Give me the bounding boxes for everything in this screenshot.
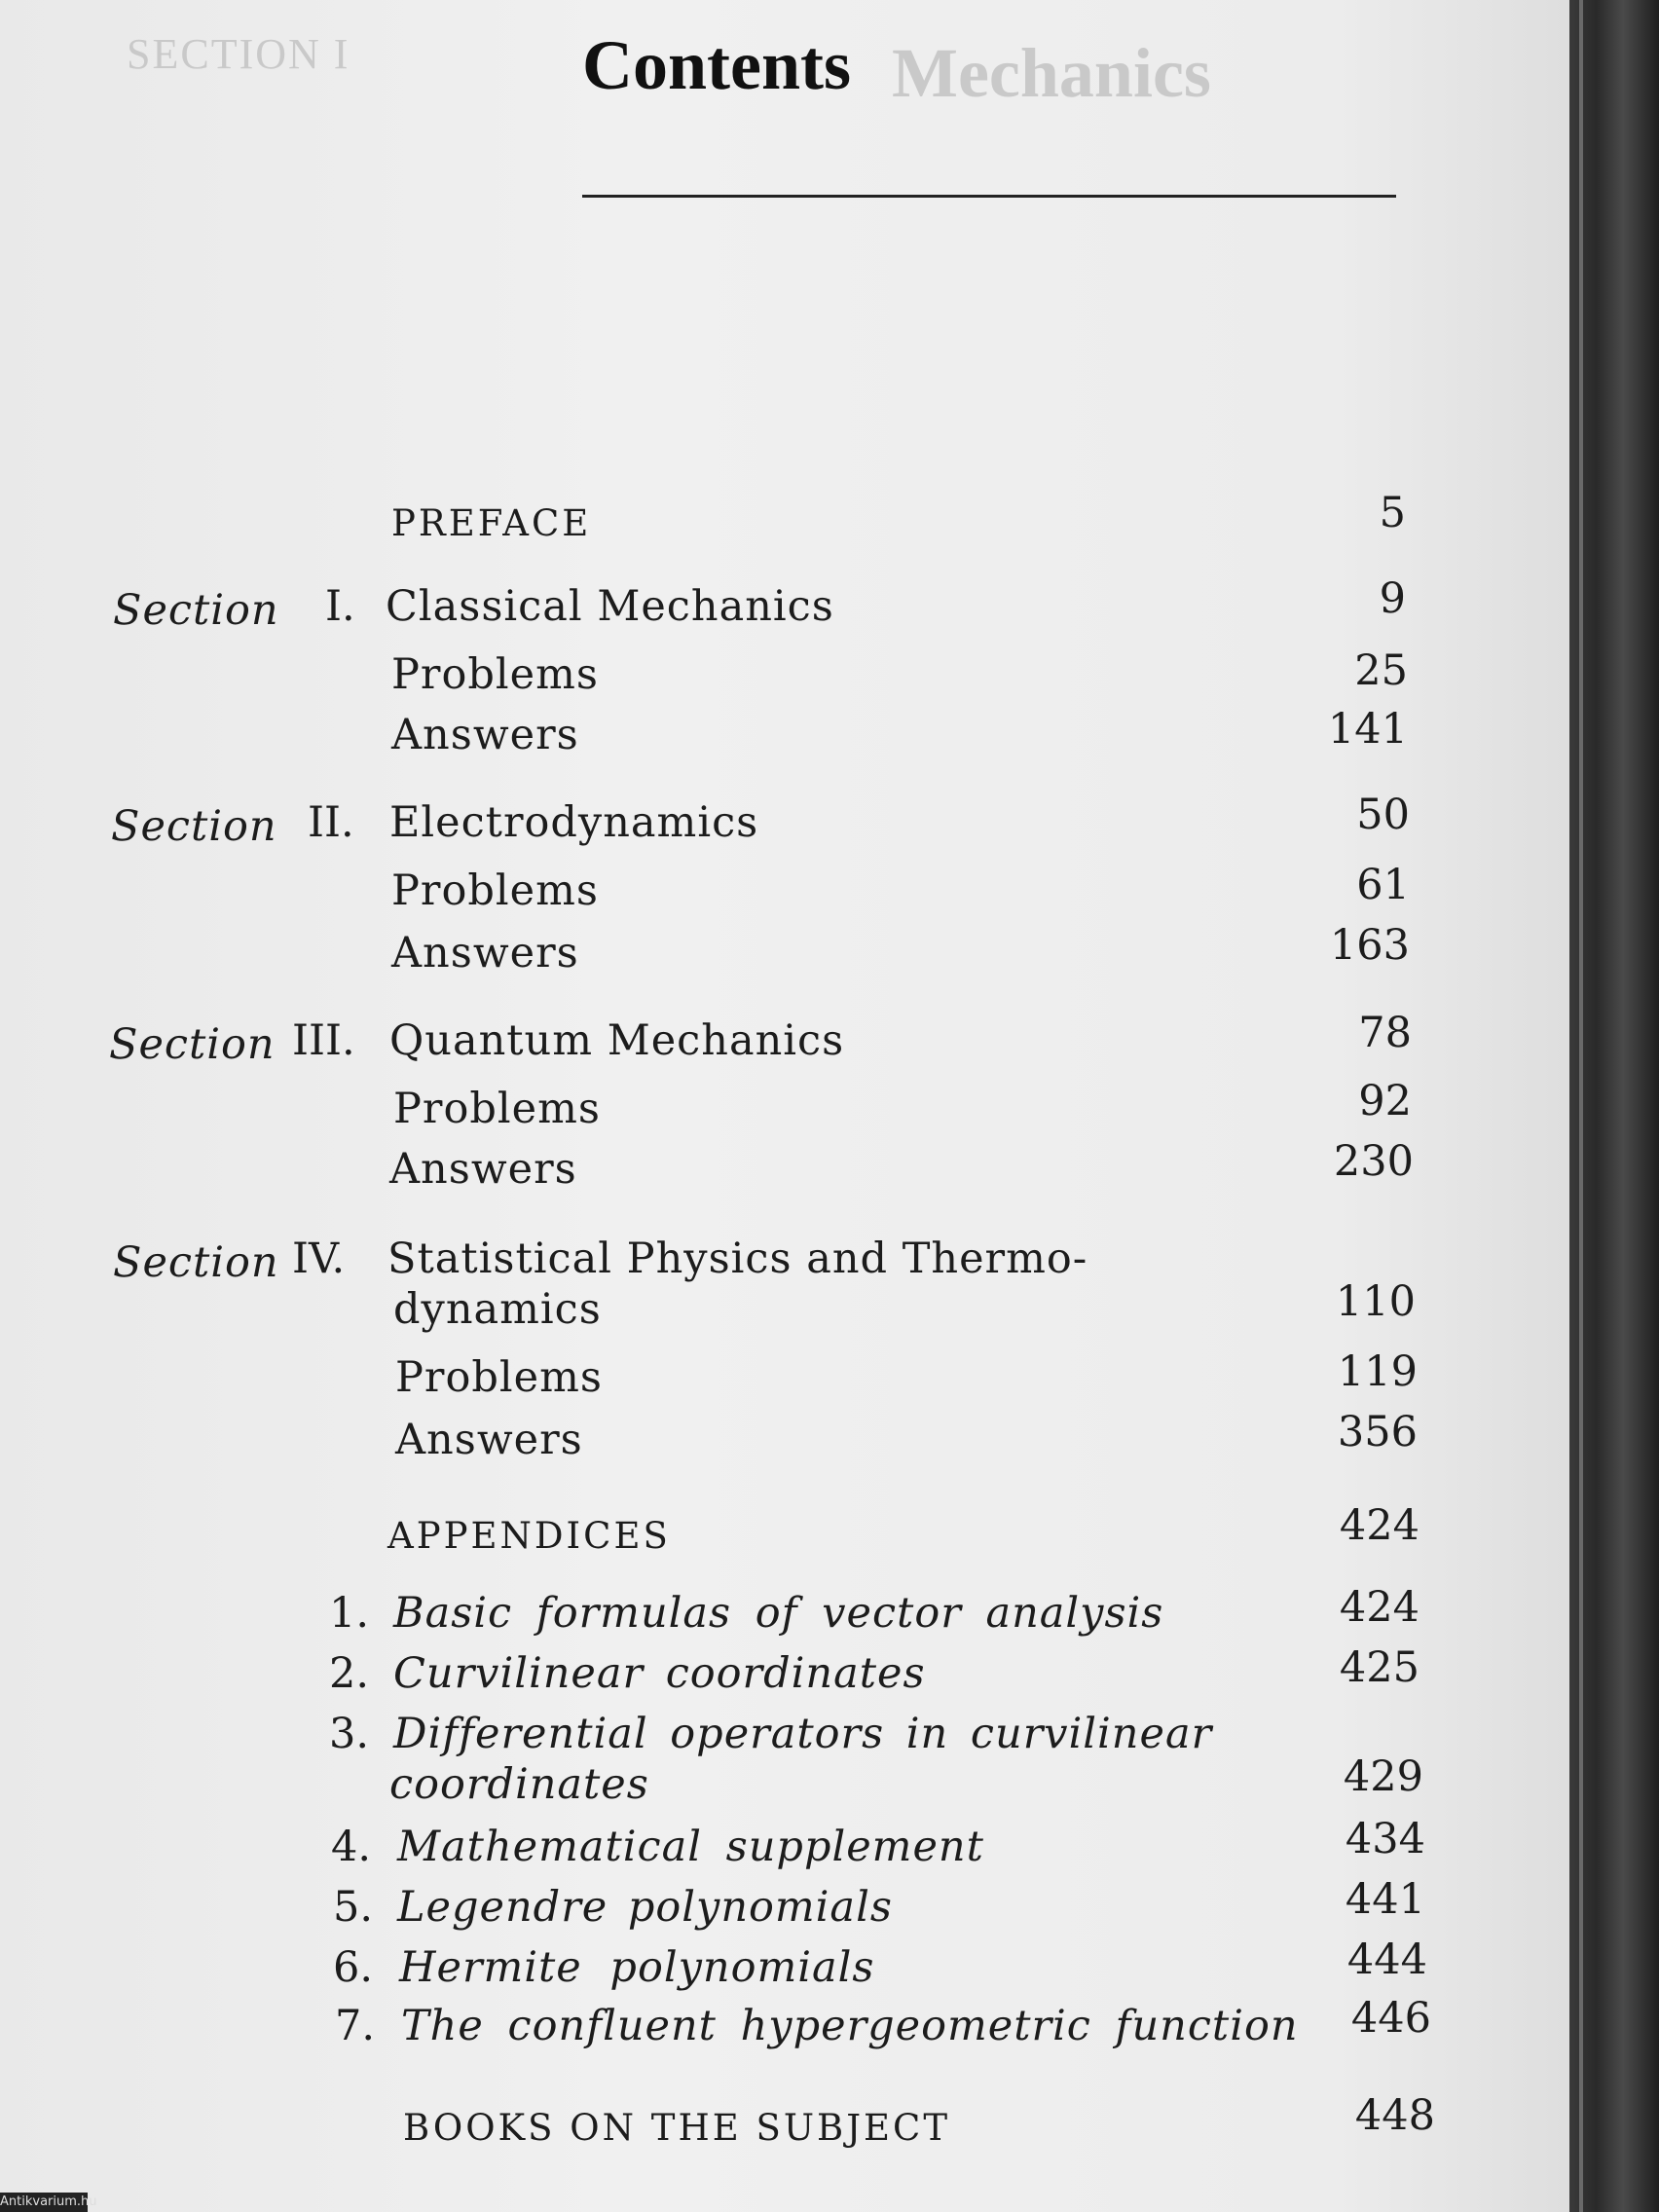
section-2-title: Electrodynamics [389, 798, 759, 847]
section-3-page: 78 [1358, 1009, 1412, 1057]
section-3-title: Quantum Mechanics [389, 1016, 845, 1065]
section-2-numeral: II. [308, 798, 354, 847]
appendix-4-page: 434 [1345, 1815, 1425, 1863]
appendix-1-title: Basic formulas of vector analysis [393, 1589, 1164, 1638]
section-4-page: 110 [1335, 1277, 1416, 1326]
toc-appendices-page: 424 [1339, 1501, 1419, 1550]
appendix-3-page: 429 [1343, 1752, 1423, 1801]
section-1-word: Section [113, 586, 279, 635]
appendix-2-title: Curvilinear coordinates [393, 1649, 926, 1698]
section-4-title-line-2: dynamics [393, 1285, 602, 1334]
section-4-answers: Answers [395, 1416, 583, 1464]
appendix-1-page: 424 [1339, 1583, 1419, 1632]
book-binding-edge [1569, 0, 1659, 2212]
section-3-numeral: III. [292, 1016, 355, 1065]
appendix-7-number: 7. [335, 2002, 376, 2050]
appendix-4-number: 4. [331, 1823, 372, 1871]
toc-preface-label: PREFACE [391, 502, 592, 544]
section-4-problems-page: 119 [1337, 1347, 1418, 1396]
toc-books-page: 448 [1354, 2091, 1435, 2140]
appendix-6-title: Hermite polynomials [399, 1943, 875, 1992]
appendix-6-page: 444 [1346, 1936, 1427, 1984]
section-1-title: Classical Mechanics [386, 582, 834, 631]
section-3-problems-page: 92 [1358, 1077, 1412, 1125]
appendix-7-title: The confluent hypergeometric function [401, 2002, 1299, 2050]
title-rule [582, 195, 1396, 198]
section-4-answers-page: 356 [1337, 1408, 1418, 1456]
appendix-3-title-line-2: coordinates [389, 1760, 649, 1809]
section-1-page: 9 [1379, 574, 1406, 623]
section-1-problems: Problems [391, 650, 599, 699]
appendix-5-title: Legendre polynomials [397, 1883, 893, 1932]
section-2-page: 50 [1356, 791, 1410, 839]
section-3-answers: Answers [389, 1145, 577, 1194]
section-1-problems-page: 25 [1354, 646, 1408, 695]
section-2-problems: Problems [391, 866, 599, 915]
section-3-answers-page: 230 [1333, 1137, 1414, 1186]
section-1-numeral: I. [325, 582, 355, 631]
appendix-2-page: 425 [1339, 1643, 1419, 1692]
section-2-word: Section [111, 802, 277, 851]
page-title: Contents [582, 26, 852, 104]
appendix-7-page: 446 [1350, 1994, 1431, 2043]
section-2-answers: Answers [391, 929, 579, 977]
section-4-word: Section [113, 1238, 279, 1287]
show-through-section-heading: SECTION I [127, 30, 350, 78]
appendix-4-title: Mathematical supplement [397, 1823, 984, 1871]
section-3-word: Section [109, 1020, 276, 1069]
section-4-numeral: IV. [292, 1235, 346, 1283]
section-4-problems: Problems [395, 1353, 603, 1402]
toc-books-label: BOOKS ON THE SUBJECT [403, 2107, 951, 2149]
appendix-5-number: 5. [333, 1883, 374, 1932]
appendix-6-number: 6. [333, 1943, 374, 1992]
appendix-3-number: 3. [329, 1710, 370, 1758]
site-watermark: Antikvarium.hu [0, 2193, 88, 2212]
section-2-answers-page: 163 [1329, 921, 1410, 970]
section-1-answers-page: 141 [1327, 705, 1408, 754]
toc-appendices-label: APPENDICES [387, 1515, 671, 1557]
toc-preface-page: 5 [1379, 489, 1406, 537]
section-2-problems-page: 61 [1356, 861, 1410, 909]
section-4-title-line-1: Statistical Physics and Thermo- [387, 1235, 1088, 1283]
section-1-answers: Answers [391, 711, 579, 759]
appendix-2-number: 2. [329, 1649, 370, 1698]
show-through-chapter-title: Mechanics [892, 34, 1211, 112]
appendix-1-number: 1. [329, 1589, 370, 1638]
section-3-problems: Problems [393, 1085, 601, 1133]
appendix-3-title-line-1: Differential operators in curvilinear [393, 1710, 1213, 1758]
appendix-5-page: 441 [1345, 1875, 1425, 1924]
